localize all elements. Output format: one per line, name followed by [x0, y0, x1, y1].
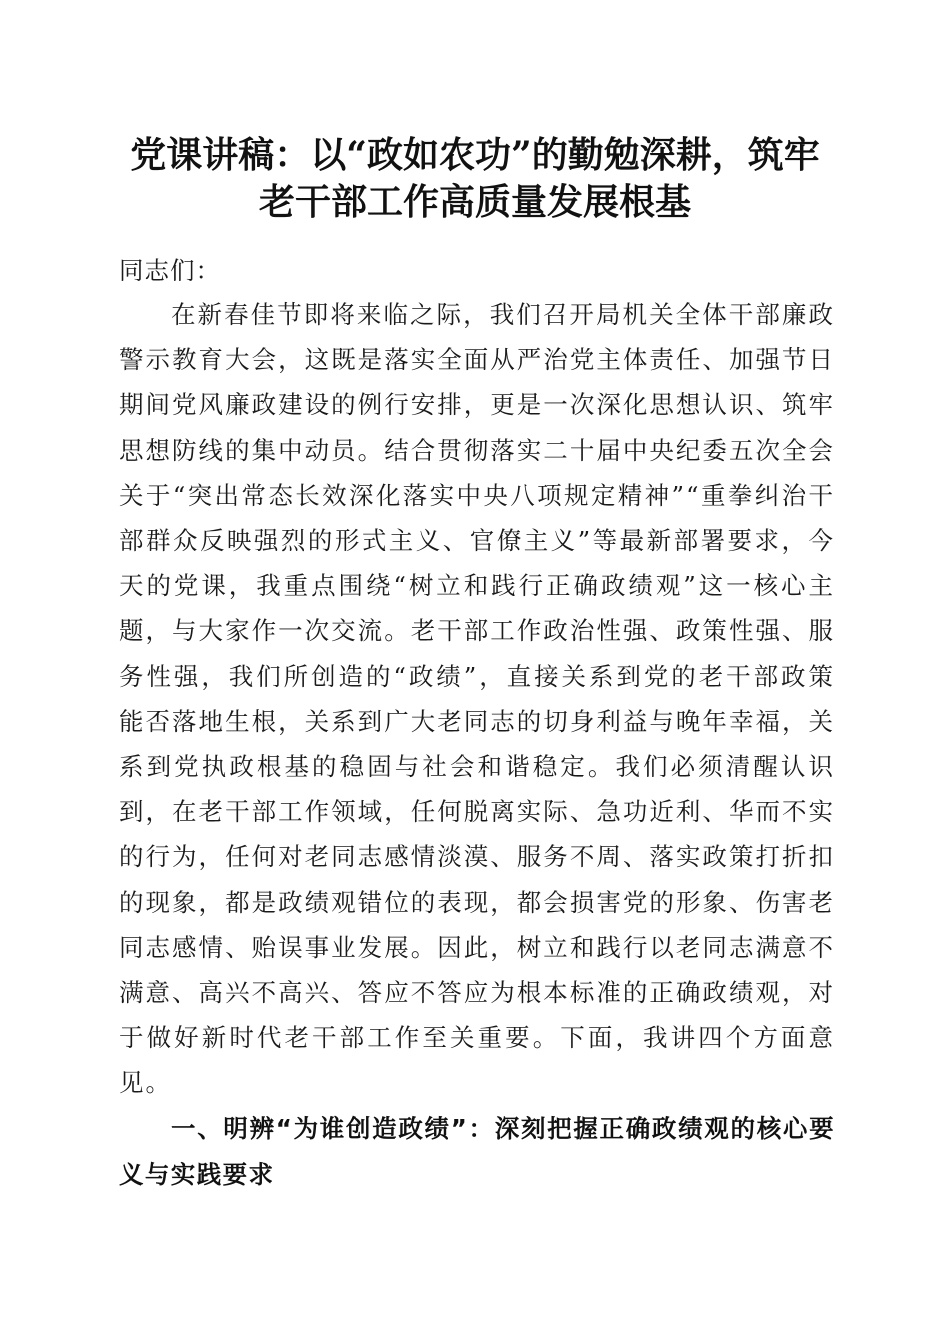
- title-line-1: 党课讲稿：以“政如农功”的勤勉深耕，筑牢: [130, 134, 820, 176]
- document-title: [100, 132, 850, 226]
- document-body: [119, 250, 835, 1198]
- intro-paragraph: 在新春佳节即将来临之际，我们召开局机关全体干部廉政警示教育大会，这既是落实全面从严治党主体责任、加强节日期间党风廉政建设的例行安排，更是一次深化思想认识、筑牢思想防线的集中动员。结合贯彻落实二十届中央纪委五次全会关于“突出常态长效深化落实中央八项规定精神”“重拳纠治干部群众反映强烈的形式主义、官僚主义”等最新部署要求，今天的党课，我重点围绕“树立和践行正确政绩观”这一核心主题，与大家作一次交流。老干部工作政治性强、政策性强、服务性强，我们所创造的“政绩”，直接关系到党的老干部政策能否落地生根，关系到广大老同志的切身利益与晚年幸福，关系到党执政根基的稳固与社会和谐稳定。我们必须清醒认识到，在老干部工作领域，任何脱离实际、急功近利、华而不实的行为，任何对老同志感情淡漠、服务不周、落实政策打折扣的现象，都是政绩观错位的表现，都会损害党的形象、伤害老同志感情、贻误事业发展。因此，树立和践行以老同志满意不满意、高兴不高兴、答应不答应为根本标准的正确政绩观，对于做好新时代老干部工作至关重要。下面，我讲四个方面意见。: [119, 300, 835, 1098]
- section-heading-1: 一、明辨“为谁创造政绩”：深刻把握正确政绩观的核心要义与实践要求: [119, 1113, 835, 1189]
- salutation: 同志们：: [119, 256, 221, 285]
- title-line-2: 老干部工作高质量发展根基: [258, 181, 691, 223]
